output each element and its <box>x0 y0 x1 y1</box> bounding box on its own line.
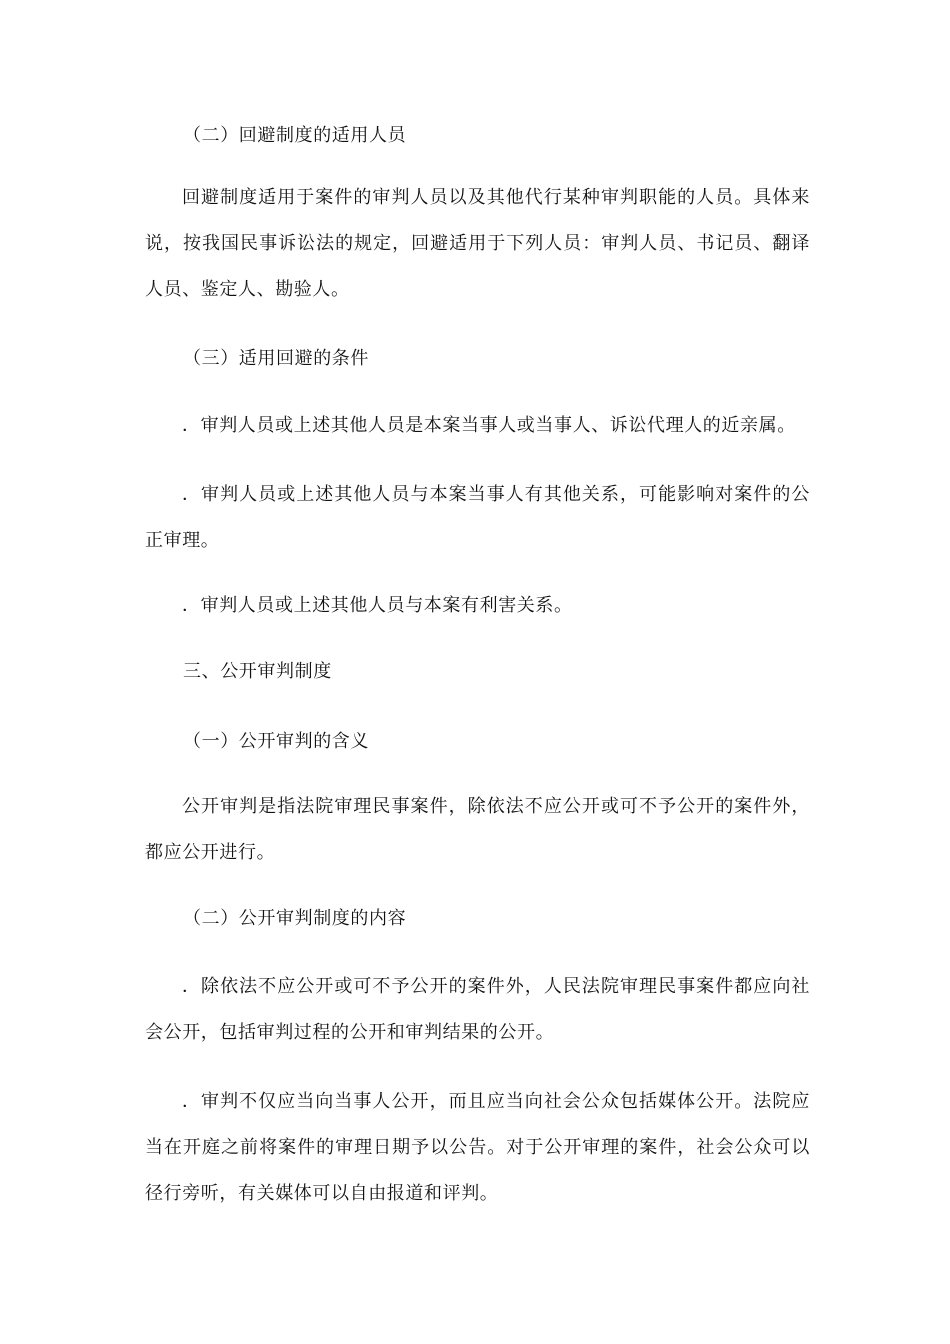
paragraph-recusal-persons: 回避制度适用于案件的审判人员以及其他代行某种审判职能的人员。具体来说，按我国民事诉讼法的规定，回避适用于下列人员：审判人员、书记员、翻译人员、鉴定人、勘验人。 <box>145 187 810 300</box>
list-item-condition-1: ．审判人员或上述其他人员是本案当事人或当事人、诉讼代理人的近亲属。 <box>182 415 796 436</box>
list-item-condition-3: ．审判人员或上述其他人员与本案有利害关系。 <box>182 595 573 616</box>
section-heading-public-trial-content: （二）公开审判制度的内容 <box>183 908 407 929</box>
section-heading-recusal-persons: （二）回避制度的适用人员 <box>183 125 407 146</box>
paragraph-public-trial-meaning: 公开审判是指法院审理民事案件，除依法不应公开或可不予公开的案件外，都应公开进行。 <box>145 796 810 863</box>
section-heading-recusal-conditions: （三）适用回避的条件 <box>183 348 369 369</box>
list-item-content-1: ．除依法不应公开或可不予公开的案件外，人民法院审理民事案件都应向社会公开，包括审判过程的公开和审判结果的公开。 <box>145 976 810 1043</box>
list-item-condition-2: ．审判人员或上述其他人员与本案当事人有其他关系，可能影响对案件的公正审理。 <box>145 484 810 551</box>
section-heading-public-trial-meaning: （一）公开审判的含义 <box>183 731 369 752</box>
section-heading-public-trial: 三、公开审判制度 <box>183 661 332 682</box>
list-item-content-2: ．审判不仅应当向当事人公开，而且应当向社会公众包括媒体公开。法院应当在开庭之前将案件的审理日期予以公告。对于公开审理的案件，社会公众可以径行旁听，有关媒体可以自由报道和评判。 <box>145 1091 810 1204</box>
